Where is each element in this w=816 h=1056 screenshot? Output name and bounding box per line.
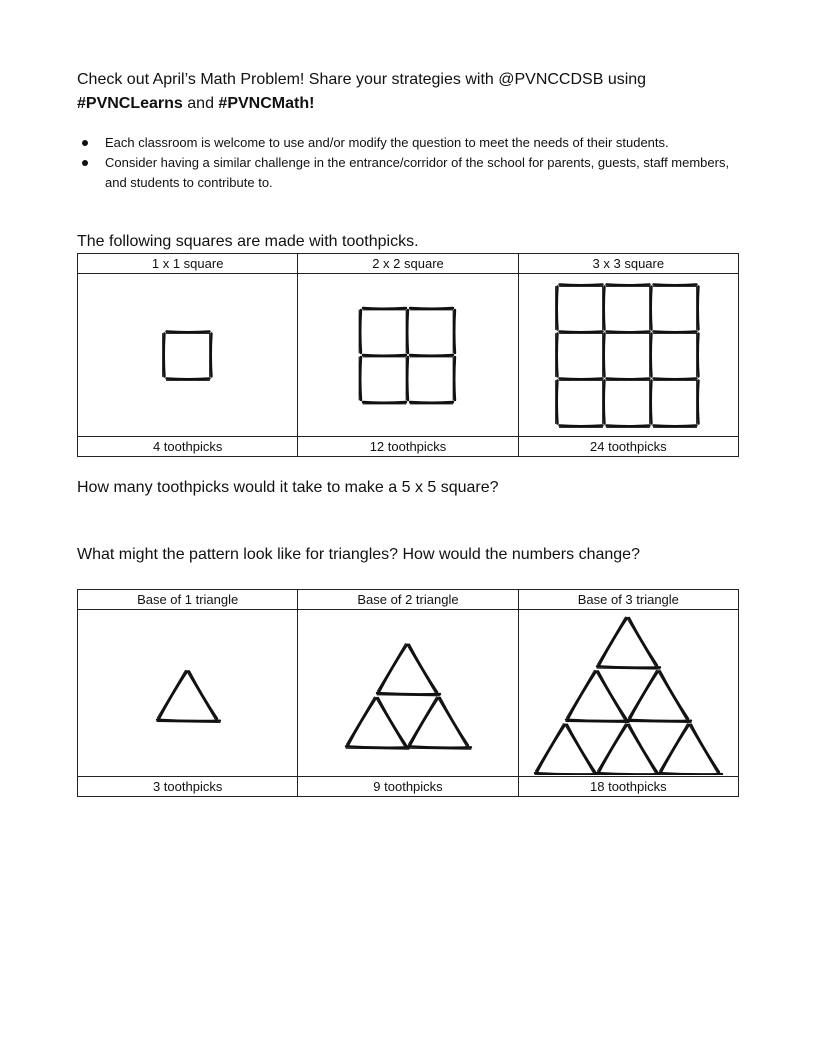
bullet-item: Each classroom is welcome to use and/or modify the question to meet the needs of their students. bbox=[77, 133, 737, 153]
toothpick bbox=[566, 725, 596, 773]
bullet-item: Consider having a similar challenge in the entrance/corridor of the school for parents, guests, staff members, and students to contribute to. bbox=[77, 153, 737, 193]
toothpick bbox=[628, 720, 691, 723]
figure-cell bbox=[298, 610, 518, 777]
figure-cell bbox=[518, 274, 738, 437]
figure-cell bbox=[78, 610, 298, 777]
table-header-cell: 2 x 2 square bbox=[298, 254, 518, 274]
toothpick bbox=[407, 645, 437, 693]
table-count-cell: 4 toothpicks bbox=[78, 437, 298, 457]
toothpick bbox=[629, 670, 659, 718]
table-count-cell: 18 toothpicks bbox=[518, 777, 738, 797]
figure-cell bbox=[518, 610, 738, 777]
toothpick bbox=[376, 698, 406, 746]
hashtag-pvncmath: #PVNCMath! bbox=[218, 95, 315, 112]
instructions-list bbox=[77, 133, 737, 193]
toothpick bbox=[660, 724, 690, 772]
square-3x3-figure bbox=[528, 277, 728, 433]
header-and: and bbox=[182, 95, 219, 112]
table-header-cell: 1 x 1 square bbox=[78, 254, 298, 274]
toothpick bbox=[359, 357, 361, 400]
toothpick bbox=[166, 379, 209, 381]
toothpick bbox=[654, 332, 697, 334]
squares-table bbox=[77, 253, 739, 457]
table-count-cell: 9 toothpicks bbox=[298, 777, 518, 797]
toothpick bbox=[628, 618, 658, 666]
toothpick bbox=[603, 287, 605, 330]
toothpick bbox=[410, 355, 453, 357]
toothpick bbox=[406, 310, 408, 353]
toothpick bbox=[363, 402, 406, 404]
header-hashtags bbox=[77, 92, 757, 116]
toothpick bbox=[598, 617, 628, 665]
toothpick bbox=[166, 332, 209, 334]
toothpick bbox=[654, 379, 697, 381]
toothpick bbox=[377, 693, 440, 696]
square-2x2-figure bbox=[308, 277, 508, 433]
table-header-cell: Base of 3 triangle bbox=[518, 590, 738, 610]
toothpick bbox=[438, 698, 468, 746]
square-1x1-figure bbox=[88, 277, 288, 433]
toothpick bbox=[607, 379, 650, 381]
toothpick bbox=[453, 357, 455, 400]
toothpick bbox=[162, 334, 164, 377]
toothpick bbox=[607, 285, 650, 287]
toothpick bbox=[377, 644, 407, 692]
toothpick bbox=[535, 773, 598, 775]
table-header-cell: 3 x 3 square bbox=[518, 254, 738, 274]
toothpick bbox=[556, 287, 558, 330]
toothpick bbox=[650, 381, 652, 424]
toothpick bbox=[607, 332, 650, 334]
toothpick bbox=[607, 426, 650, 428]
toothpick bbox=[659, 671, 689, 719]
toothpick bbox=[597, 773, 660, 775]
toothpick bbox=[359, 310, 361, 353]
toothpick bbox=[603, 334, 605, 377]
toothpick bbox=[597, 671, 627, 719]
toothpick bbox=[560, 379, 603, 381]
page-header bbox=[77, 68, 757, 116]
toothpick bbox=[697, 334, 699, 377]
toothpick bbox=[654, 285, 697, 287]
table-count-cell: 24 toothpicks bbox=[518, 437, 738, 457]
toothpick bbox=[697, 381, 699, 424]
toothpick bbox=[157, 720, 220, 723]
toothpick bbox=[556, 334, 558, 377]
toothpick bbox=[598, 724, 628, 772]
toothpick bbox=[654, 426, 697, 428]
toothpick bbox=[567, 670, 597, 718]
toothpick bbox=[363, 308, 406, 310]
toothpick bbox=[408, 746, 471, 749]
table-header-cell: Base of 2 triangle bbox=[298, 590, 518, 610]
toothpick bbox=[597, 666, 660, 669]
toothpick bbox=[406, 357, 408, 400]
toothpick bbox=[628, 725, 658, 773]
figure-cell bbox=[298, 274, 518, 437]
toothpick bbox=[566, 720, 629, 723]
toothpick bbox=[697, 287, 699, 330]
toothpick bbox=[410, 402, 453, 404]
table-header-cell: Base of 1 triangle bbox=[78, 590, 298, 610]
header-line: Check out April’s Math Problem! Share your strategies with @PVNCCDSB using bbox=[77, 71, 647, 88]
toothpick bbox=[560, 332, 603, 334]
toothpick bbox=[560, 285, 603, 287]
toothpick bbox=[157, 670, 187, 718]
table-count-cell: 3 toothpicks bbox=[78, 777, 298, 797]
toothpick bbox=[690, 725, 720, 773]
toothpick bbox=[659, 773, 722, 775]
toothpick bbox=[650, 287, 652, 330]
toothpick bbox=[603, 381, 605, 424]
hashtag-pvnclearns: #PVNCLearns bbox=[77, 95, 183, 112]
table-count-cell: 12 toothpicks bbox=[298, 437, 518, 457]
toothpick bbox=[410, 308, 453, 310]
question-triangles: What might the pattern look like for triangles? How would the numbers change? bbox=[77, 546, 640, 563]
toothpick bbox=[346, 746, 409, 749]
toothpick bbox=[560, 426, 603, 428]
toothpick bbox=[187, 671, 217, 719]
figure-cell bbox=[78, 274, 298, 437]
toothpick bbox=[650, 334, 652, 377]
triangle-base3-figure bbox=[523, 611, 733, 775]
squares-heading: The following squares are made with toothpicks. bbox=[77, 233, 419, 250]
triangle-base1-figure bbox=[83, 611, 293, 775]
toothpick bbox=[346, 697, 376, 745]
toothpick bbox=[556, 381, 558, 424]
triangles-table bbox=[77, 589, 739, 797]
toothpick bbox=[408, 697, 438, 745]
question-squares: How many toothpicks would it take to make a 5 x 5 square? bbox=[77, 479, 499, 496]
triangle-base2-figure bbox=[303, 611, 513, 775]
toothpick bbox=[209, 334, 211, 377]
toothpick bbox=[536, 724, 566, 772]
toothpick bbox=[453, 310, 455, 353]
toothpick bbox=[363, 355, 406, 357]
